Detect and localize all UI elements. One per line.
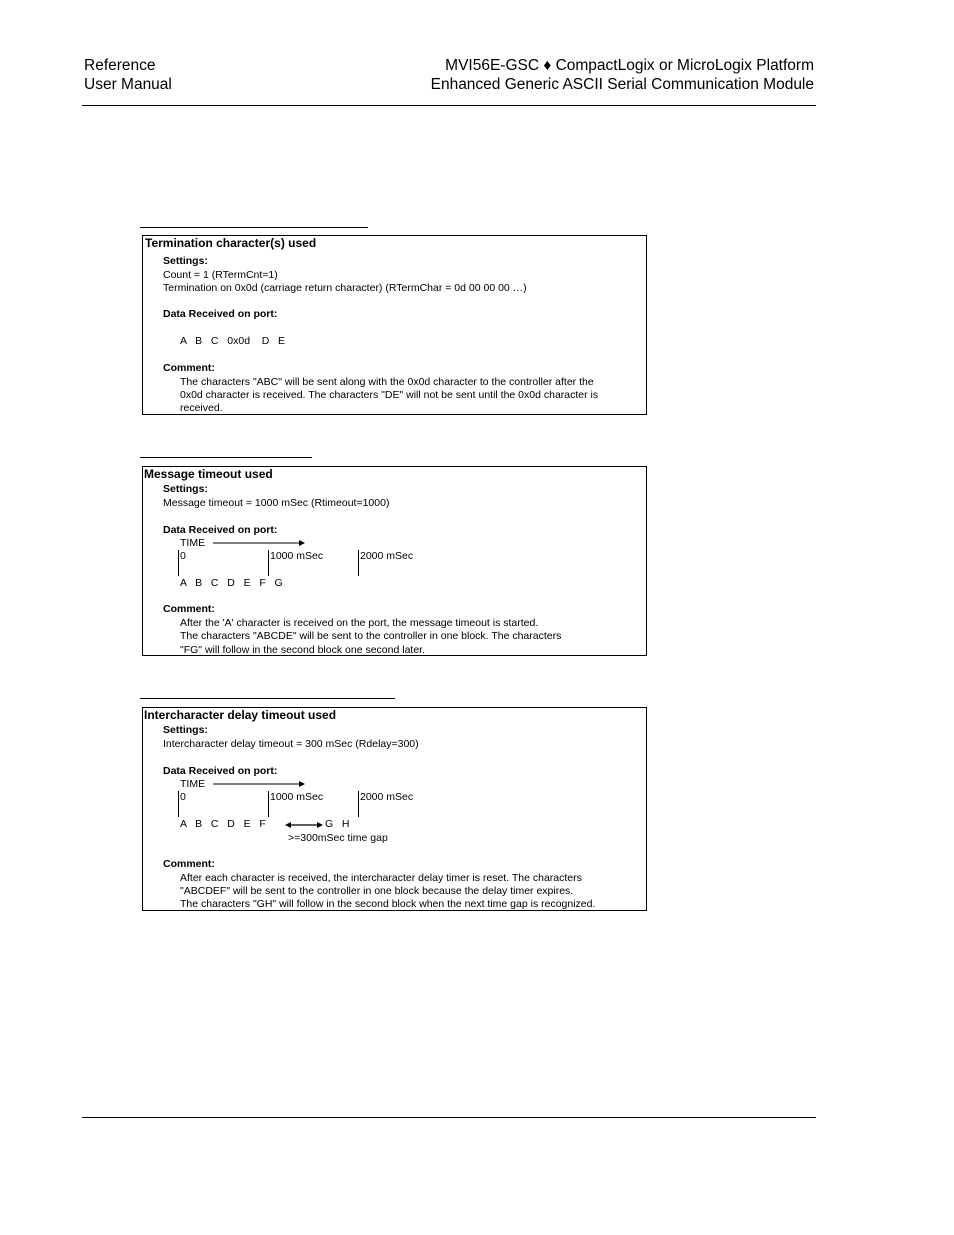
comment-line: The characters "ABCDE" will be sent to the controller in one block. The characters — [180, 630, 562, 642]
footer-divider — [82, 1117, 816, 1118]
example-3-caption-line — [140, 698, 395, 699]
time-1000-label: 1000 mSec — [270, 791, 324, 803]
example-1-caption-line — [140, 227, 368, 228]
time-label: TIME — [180, 537, 206, 549]
example-title: Message timeout used — [144, 467, 273, 481]
example-title: Intercharacter delay timeout used — [144, 708, 337, 722]
settings-line: Count = 1 (RTermCnt=1) — [163, 269, 278, 281]
manual-type: User Manual — [84, 76, 172, 93]
data-received-label: Data Received on port: — [163, 308, 278, 320]
gap-label: >=300mSec time gap — [288, 832, 388, 844]
comment-label: Comment: — [163, 603, 215, 615]
time-marker — [358, 791, 359, 817]
time-marker — [268, 550, 269, 576]
comment-label: Comment: — [163, 858, 215, 870]
time-marker — [178, 791, 179, 817]
header-divider — [82, 105, 816, 106]
page-header-right — [431, 56, 814, 94]
data-characters-after-gap: G H — [325, 818, 350, 830]
settings-label: Settings: — [163, 724, 208, 736]
example-title: Termination character(s) used — [145, 236, 317, 250]
product-name: MVI56E-GSC ♦ CompactLogix or MicroLogix Platform — [445, 57, 814, 74]
example-intercharacter-delay-box — [142, 707, 647, 911]
settings-line: Intercharacter delay timeout = 300 mSec (Rdelay=300) — [163, 738, 419, 750]
example-termination-box — [142, 235, 647, 415]
time-0-label: 0 — [180, 791, 186, 803]
comment-line: "ABCDEF" will be sent to the controller in one block because the delay timer expires. — [180, 885, 574, 897]
comment-line: After each character is received, the intercharacter delay timer is reset. The characters — [180, 872, 582, 884]
comment-line: The characters "ABC" will be sent along with the 0x0d character to the controller after the — [180, 376, 594, 388]
time-1000-label: 1000 mSec — [270, 550, 324, 562]
time-arrow-icon — [213, 539, 305, 547]
example-2-caption-line — [140, 457, 312, 458]
comment-line: After the 'A' character is received on the port, the message timeout is started. — [180, 617, 539, 629]
time-marker — [268, 791, 269, 817]
comment-line: 0x0d character is received. The characters "DE" will not be sent until the 0x0d character is — [180, 389, 599, 401]
data-characters: A B C D E F G — [180, 577, 283, 589]
settings-label: Settings: — [163, 483, 208, 495]
time-arrow-icon — [213, 780, 305, 788]
data-received-label: Data Received on port: — [163, 765, 278, 777]
settings-label: Settings: — [163, 255, 208, 267]
settings-line: Message timeout = 1000 mSec (Rtimeout=1000) — [163, 497, 390, 509]
product-description: Enhanced Generic ASCII Serial Communication Module — [430, 76, 814, 93]
time-marker — [358, 550, 359, 576]
data-characters: A B C 0x0d D E — [180, 335, 286, 347]
gap-double-arrow-icon — [285, 821, 323, 829]
time-marker — [178, 550, 179, 576]
example-message-timeout-box — [142, 466, 647, 656]
comment-line: "FG" will follow in the second block one second later. — [180, 644, 425, 656]
data-received-label: Data Received on port: — [163, 524, 278, 536]
comment-line: received. — [180, 402, 223, 414]
time-2000-label: 2000 mSec — [360, 550, 414, 562]
time-0-label: 0 — [180, 550, 186, 562]
page-header-left — [84, 56, 172, 94]
comment-label: Comment: — [163, 362, 215, 374]
section-name: Reference — [84, 57, 156, 74]
comment-line: The characters "GH" will follow in the second block when the next time gap is recognized. — [180, 898, 596, 910]
time-2000-label: 2000 mSec — [360, 791, 414, 803]
settings-line: Termination on 0x0d (carriage return character) (RTermChar = 0d 00 00 00 …) — [163, 282, 527, 294]
data-characters: A B C D E F — [180, 818, 266, 830]
time-label: TIME — [180, 778, 206, 790]
